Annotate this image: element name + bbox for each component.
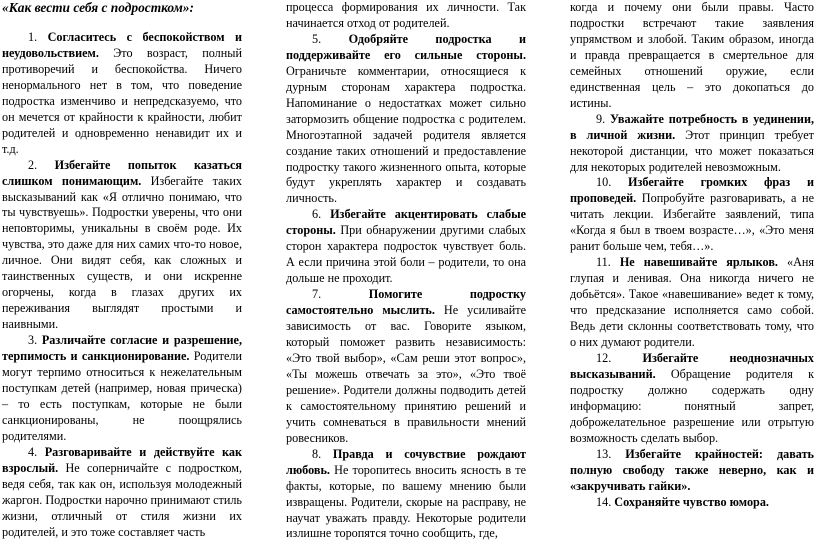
rule-number: 6. xyxy=(312,207,322,222)
rule-heading: Уважайте потребность в уединении, в личной жизни. xyxy=(570,111,815,142)
rule-text: Ограничьте комментарии, относящиеся к дурным сторонам характера подростка. Напоминание о недостатках может сильно затормозить общение подростка с родителем. Многоэтапной задачей родителя является создание таких отношений и предоставление подростку такого жизненного опыта, которые будут укреплять характер и создавать личность. xyxy=(286,63,526,206)
rule-number: 9. xyxy=(596,111,606,126)
rule-number: 10. xyxy=(596,175,612,190)
rule-text: Не торопитесь вносить ясность в те факты, которые, по вашему мнению были извращены. Родители, скорые на расправу, не научат уважать правду. Некоторые родители излишне торопятся точно сообщить, где, xyxy=(286,462,526,541)
rule-heading: Избегайте акцентировать слабые стороны. xyxy=(286,207,526,238)
rule-paragraph xyxy=(570,0,814,112)
rule-number: 14. xyxy=(596,494,612,509)
rule-number: 12. xyxy=(596,350,612,365)
rule-paragraph xyxy=(570,255,814,351)
rule-text: процесса формирования их личности. Так начинается отход от родителей. xyxy=(286,0,526,30)
rule-text: Не соперничайте с подростком, ведя себя, так как он, используя молодежный жаргон. Подростки нарочно принимают стиль жизни, отличный от стиля жизни их родителей, и это тоже составляет часть xyxy=(2,460,243,539)
text-column xyxy=(570,0,814,511)
rule-heading: Избегайте неоднозначных высказываний. xyxy=(570,350,814,381)
rule-paragraph xyxy=(286,32,526,207)
rule-heading: Помогите подростку самостоятельно мыслить. xyxy=(286,287,526,318)
rule-paragraph xyxy=(2,30,242,158)
rule-number: 8. xyxy=(312,446,322,461)
rule-number: 1. xyxy=(28,30,38,44)
rule-paragraph xyxy=(570,495,814,511)
rule-heading: Не навешивайте ярлыков. xyxy=(619,255,778,270)
rule-text: «Аня глупая и ленивая. Она никогда ничего не добьётся». Такое «навешивание» ведет к тому, что предсказание исполняется само собой. Ведь дети склонны соответствовать тому, что о них думают родители. xyxy=(570,255,814,350)
rule-heading: Согласитесь с беспокойством и неудовольствием. xyxy=(2,30,242,60)
rule-paragraph xyxy=(286,207,526,287)
rule-number: 4. xyxy=(28,444,38,459)
rule-text: Попробуйте разговаривать, а не читать лекции. Избегайте заявлений, типа «Когда я был в твоем возрасте…», «Это меня ранит больше чем, тебя…». xyxy=(570,191,814,254)
rule-text: Это возраст, полный противоречий и беспокойства. Ничего ненормального нет в том, что поведение подростка изменчиво и непредсказуемо, что он мечется от крайности к крайности, любит родителей и одновременно ненавидит их и т.д. xyxy=(2,45,242,156)
rule-heading: Различайте согласие и разрешение, терпимость и санкционирование. xyxy=(2,333,242,364)
rule-text: Обращение родителя к подростку должно содержать одну информацию: понятный запрет, доброжелательное разрешение или отрытую возможность сделать выбор. xyxy=(570,366,814,445)
rule-paragraph xyxy=(570,351,814,447)
rule-paragraph xyxy=(2,445,242,541)
rule-paragraph xyxy=(2,158,242,333)
rule-number: 13. xyxy=(596,446,612,461)
rule-text: Не усиливайте зависимость от вас. Говорите языком, который поможет развить независимость: «Это твой выбор», «Сам реши этот вопрос», «Ты можешь отвечать за это», «Это твоё решение». Родители должны подводить детей к самостоятельному принятию решений и учить сомневаться в правильности мнений ровесников. xyxy=(286,303,526,445)
rule-paragraph xyxy=(570,447,814,495)
rule-paragraph xyxy=(570,112,814,176)
rule-paragraph xyxy=(286,287,526,447)
rule-text: Этот принцип требует некоторой дистанции, что может показаться для некоторых родителей невозможным. xyxy=(570,127,814,174)
rule-heading: Избегайте крайностей: давать полную свободу также неверно, как и «закручивать гайки». xyxy=(570,446,815,493)
rule-number: 11. xyxy=(596,255,611,270)
rule-number: 3. xyxy=(28,333,38,348)
text-column xyxy=(286,0,526,542)
page-title: «Как вести себя с подростком»: xyxy=(2,0,194,15)
text-column xyxy=(2,0,242,541)
rule-heading: Сохраняйте чувство юмора. xyxy=(614,494,769,509)
rule-heading: Одобряйте подростка и поддерживайте его сильные стороны. xyxy=(286,31,526,62)
rule-heading: Правда и сочувствие рождают любовь. xyxy=(286,446,527,477)
rule-text: При обнаружении другими слабых сторон характера подросток чувствует боль. А если причина этой боли – родители, то она дольше не проходит. xyxy=(286,223,526,286)
rule-text: когда и почему они были правы. Часто подростки встречают такие заявления упрямством и злобой. Таким образом, иногда и правда превращается в смертельное для семейных отношений оружие, если единственная цель – это докопаться до истины. xyxy=(570,0,814,110)
rule-heading: Избегайте громких фраз и проповедей. xyxy=(570,175,815,206)
rule-number: 5. xyxy=(312,31,322,46)
rule-paragraph xyxy=(2,333,242,445)
rule-paragraph xyxy=(286,447,526,543)
rule-paragraph xyxy=(286,0,526,32)
rule-heading: Разговаривайте и действуйте как взрослый. xyxy=(2,444,242,475)
rule-number: 7. xyxy=(312,287,322,302)
rule-text: Родители могут терпимо относиться к нежелательным поступкам детей (например, новая прическа) – то есть поступкам, которые не были санкционированы, не поощрялись родителями. xyxy=(2,349,242,443)
rule-paragraph xyxy=(570,175,814,255)
rule-text: Избегайте таких высказываний как «Я отлично понимаю, что ты чувствуешь». Подростки уверены, что они неповторимы, уникальны в своём роде. Их чувства, это даже для них самих что-то новое, личное. Они видят себя, как сложных и таинственных существ, и они искренне огорчены, когда в глазах других их переживания выглядят простыми и наивными. xyxy=(2,173,243,332)
rule-number: 2. xyxy=(28,157,38,172)
rule-heading: Избегайте попыток казаться слишком понимающим. xyxy=(2,157,242,188)
